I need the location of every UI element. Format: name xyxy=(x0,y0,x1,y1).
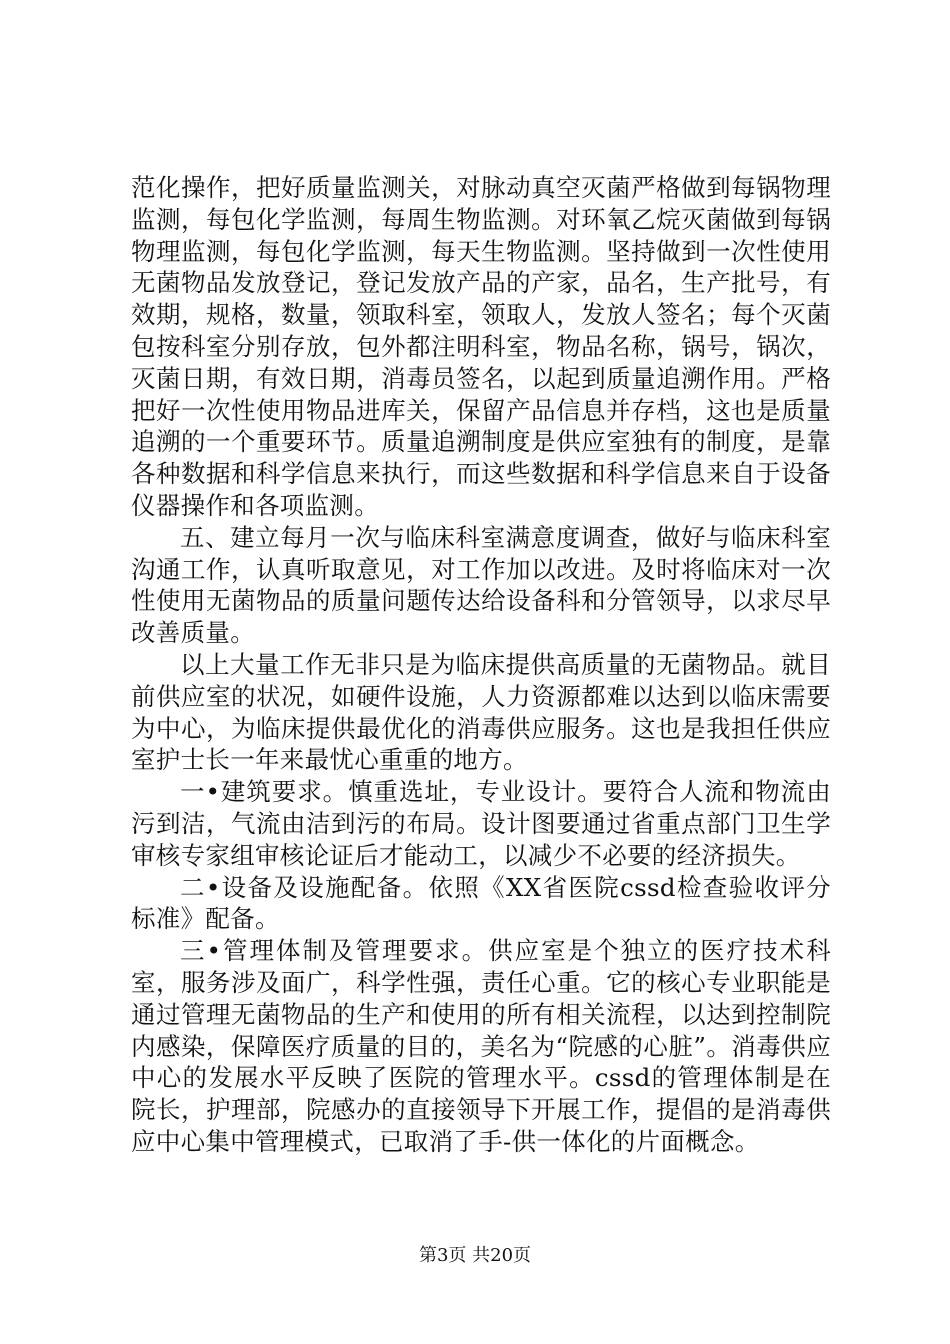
paragraph-4: 一•建筑要求。慎重选址，专业设计。要符合人流和物流由污到洁，气流由洁到污的布局。设计图要通过省重点部门卫生学审核专家组审核论证后才能动工，以减少不必要的经济损失。 xyxy=(131,777,831,870)
body-text xyxy=(131,172,831,1158)
paragraph-6: 三•管理体制及管理要求。供应室是个独立的医疗技术科室，服务涉及面广，科学性强，责任心重。它的核心专业职能是通过管理无菌物品的生产和使用的所有相关流程，以达到控制院内感染，保障医疗质量的目的，美名为“院感的心脏”。消毒供应中心的发展水平反映了医院的管理水平。cssd的管理体制是在院长，护理部，院感办的直接领导下开展工作，提倡的是消毒供应中心集中管理模式，已取消了手-供一体化的片面概念。 xyxy=(131,936,831,1156)
paragraph-3: 以上大量工作无非只是为临床提供高质量的无菌物品。就目前供应室的状况，如硬件设施，人力资源都难以达到以临床需要为中心，为临床提供最优化的消毒供应服务。这也是我担任供应室护士长一年来最忧心重重的地方。 xyxy=(131,649,831,775)
page-number-footer: 第3页 共20页 xyxy=(418,1245,532,1266)
paragraph-2: 五、建立每月一次与临床科室满意度调查，做好与临床科室沟通工作，认真听取意见，对工作加以改进。及时将临床对一次性使用无菌物品的质量问题传达给设备科和分管领导，以求尽早改善质量。 xyxy=(131,522,831,648)
paragraph-1: 范化操作，把好质量监测关，对脉动真空灭菌严格做到每锅物理监测，每包化学监测，每周生物监测。对环氧乙烷灭菌做到每锅物理监测，每包化学监测，每天生物监测。坚持做到一次性使用无菌物品发放登记，登记发放产品的产家，品名，生产批号，有效期，规格，数量，领取科室，领取人，发放人签名；每个灭菌包按科室分别存放，包外都注明科室，物品名称，锅号，锅次，灭菌日期，有效日期，消毒员签名，以起到质量追溯作用。严格把好一次性使用物品进库关，保留产品信息并存档，这也是质量追溯的一个重要环节。质量追溯制度是供应室独有的制度，是靠各种数据和科学信息来执行，而这些数据和科学信息来自于设备仪器操作和各项监测。 xyxy=(131,173,831,520)
paragraph-5: 二•设备及设施配备。依照《XX省医院cssd检查验收评分标准》配备。 xyxy=(131,872,831,934)
